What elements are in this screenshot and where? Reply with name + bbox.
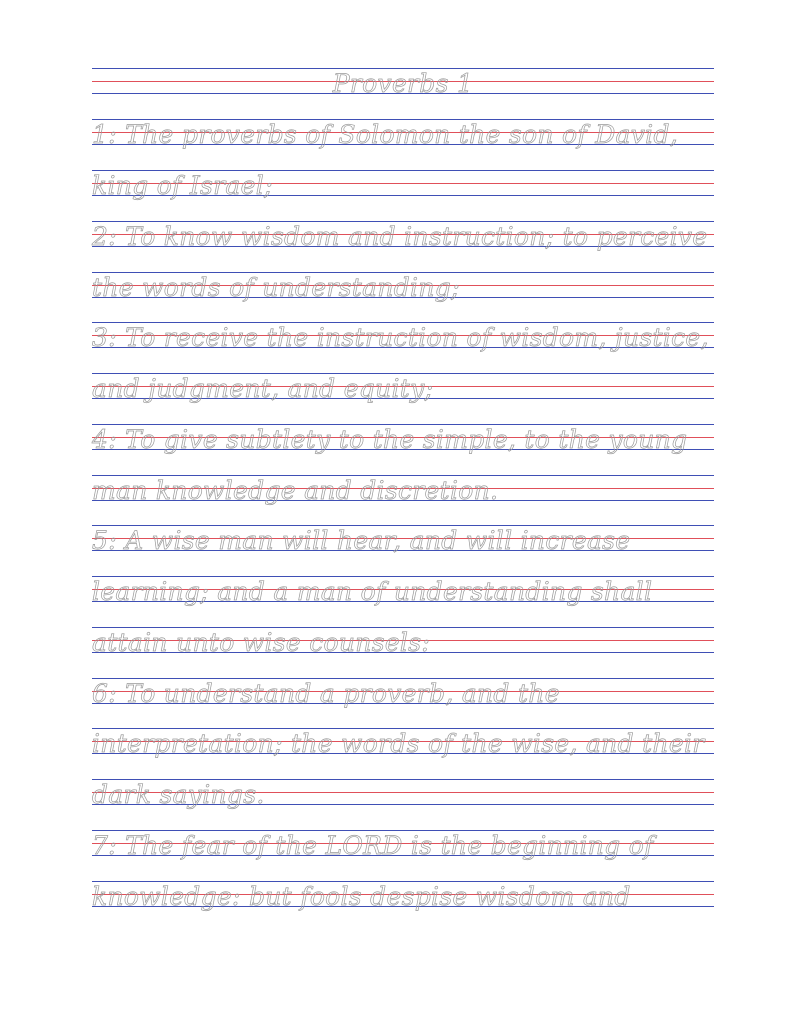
trace-text: interpretation; the words of the wise, and their xyxy=(92,729,705,758)
trace-text: 1: The proverbs of Solomon the son of David, xyxy=(92,120,679,149)
tracing-line xyxy=(92,475,714,512)
tracing-line xyxy=(92,373,714,410)
tracing-line xyxy=(92,424,714,461)
trace-text: 4: To give subtlety to the simple, to the young xyxy=(92,425,688,454)
tracing-line xyxy=(92,728,714,765)
tracing-line xyxy=(92,627,714,664)
trace-text: and judgment, and equity; xyxy=(92,374,434,403)
trace-text: 3: To receive the instruction of wisdom, justice, xyxy=(92,323,709,352)
tracing-line xyxy=(92,576,714,613)
tracing-line xyxy=(92,221,714,258)
tracing-line xyxy=(92,170,714,207)
trace-text: 5: A wise man will hear, and will increase xyxy=(92,526,631,555)
trace-text: the words of understanding; xyxy=(92,273,460,302)
title-line xyxy=(92,68,714,105)
trace-text: 6: To understand a proverb, and the xyxy=(92,679,560,708)
trace-text: learning; and a man of understanding shall xyxy=(92,577,653,606)
trace-text: king of Israel; xyxy=(92,171,273,200)
tracing-line xyxy=(92,119,714,156)
tracing-line xyxy=(92,830,714,867)
trace-text: attain unto wise counsels: xyxy=(92,628,431,657)
worksheet-title: Proverbs 1 xyxy=(332,69,474,98)
trace-text: man knowledge and discretion. xyxy=(92,476,499,505)
trace-text: 7: The fear of the LORD is the beginning of xyxy=(92,831,654,860)
tracing-line xyxy=(92,779,714,816)
trace-text: knowledge: but fools despise wisdom and xyxy=(92,882,631,911)
trace-text: dark sayings. xyxy=(92,780,265,809)
tracing-line xyxy=(92,881,714,918)
tracing-line xyxy=(92,525,714,562)
trace-text: 2: To know wisdom and instruction; to perceive xyxy=(92,222,708,251)
tracing-line xyxy=(92,322,714,359)
tracing-line xyxy=(92,678,714,715)
tracing-line xyxy=(92,272,714,309)
